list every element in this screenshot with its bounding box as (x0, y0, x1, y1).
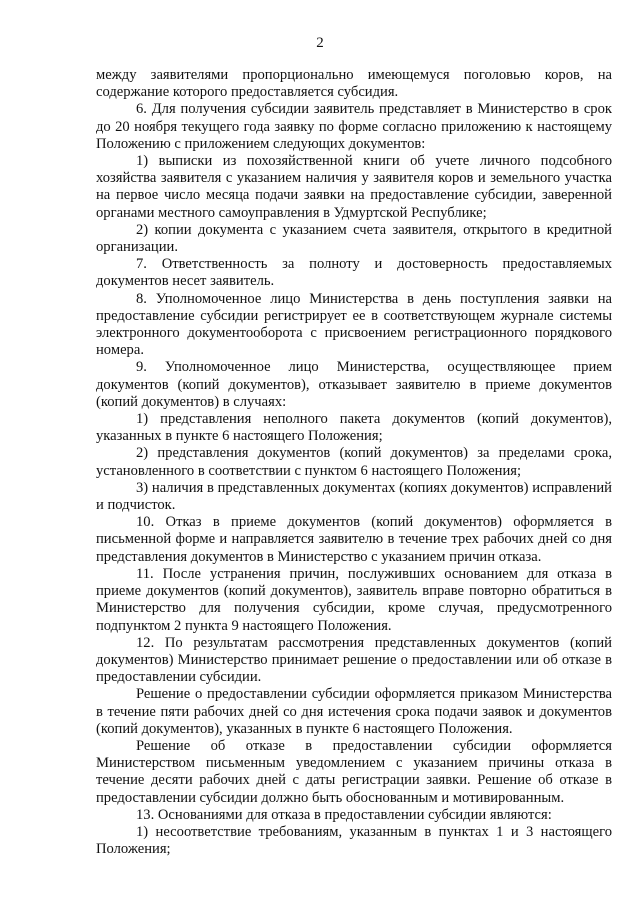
paragraph-item-13: 13. Основаниями для отказа в предоставлении субсидии являются: (136, 806, 552, 823)
paragraph-item-9: 9. Уполномоченное лицо Министерства, осуществляющее прием документов (копий документов), отказывает заявителю в приеме документов (копий документов) в случаях: (96, 359, 612, 410)
paragraph-item-6: 6. Для получения субсидии заявитель представляет в Министерство в срок до 20 ноября текущего года заявку по форме согласно приложению к настоящему Положению с приложением следующих документов: (96, 101, 612, 152)
paragraph-item-12: 12. По результатам рассмотрения представленных документов (копий документов) Министерство принимает решение о предоставлении или об отказе в предоставлении субсидии. (96, 634, 612, 686)
paragraph-decision-refusal: Решение об отказе в предоставлении субсидии оформляется Министерством письменным уведомлением с указанием причины отказа в течение десяти рабочих дней с даты регистрации заявки. Решение об отказе в предоставлении субсидии должно быть обоснованным и мотивированным. (96, 737, 612, 806)
paragraph-item-9-sub-2: 2) представления документов (копий документов) за пределами срока, установленного в соответствии с пунктом 6 настоящего Положения; (96, 445, 612, 479)
paragraph-item-13-sub-1: 1) несоответствие требованиям, указанным в пунктах 1 и 3 настоящего Положения; (96, 823, 612, 858)
paragraph-item-8: 8. Уполномоченное лицо Министерства в день поступления заявки на предоставление субсидии регистрирует ее в соответствующем журнале системы электронного документооборота с присвоением регистрационного порядкового номера. (96, 290, 612, 359)
paragraph-item-10: 10. Отказ в приеме документов (копий документов) оформляется в письменной форме и направляется заявителю в течение трех рабочих дней со дня представления документов в Министерство с указанием причин отказа. (96, 514, 612, 565)
paragraph-continuation: между заявителями пропорционально имеющемуся поголовью коров, на содержание которого предоставляется субсидия. (96, 67, 612, 101)
paragraph-item-6-sub-2: 2) копии документа с указанием счета заявителя, открытого в кредитной организации. (96, 221, 612, 256)
paragraph-item-6-sub-1: 1) выписки из похозяйственной книги об учете личного подсобного хозяйства заявителя с указанием наличия у заявителя коров и земельного участка на первое число месяца подачи заявки на предоставление субсидии, заверенной органами местного самоуправления в Удмуртской Республике; (96, 153, 612, 221)
paragraph-decision-grant: Решение о предоставлении субсидии оформляется приказом Министерства в течение пяти рабочих дней со дня истечения срока подачи заявок и документов (копий документов), указанных в пункте 6 настоящего Положения. (96, 686, 612, 737)
document-body (96, 67, 612, 858)
paragraph-item-7: 7. Ответственность за полноту и достоверность предоставляемых документов несет заявитель. (96, 256, 612, 290)
paragraph-item-9-sub-1: 1) представления неполного пакета документов (копий документов), указанных в пункте 6 настоящего Положения; (96, 411, 612, 445)
paragraph-item-11: 11. После устранения причин, послуживших основанием для отказа в приеме документов (копий документов), заявитель вправе повторно обратиться в Министерство для получения субсидии, кроме случая, предусмотренного подпунктом 2 пункта 9 настоящего Положения. (96, 565, 612, 634)
paragraph-item-9-sub-3: 3) наличия в представленных документах (копиях документов) исправлений и подчисток. (96, 479, 612, 514)
page-number: 2 (316, 35, 324, 51)
